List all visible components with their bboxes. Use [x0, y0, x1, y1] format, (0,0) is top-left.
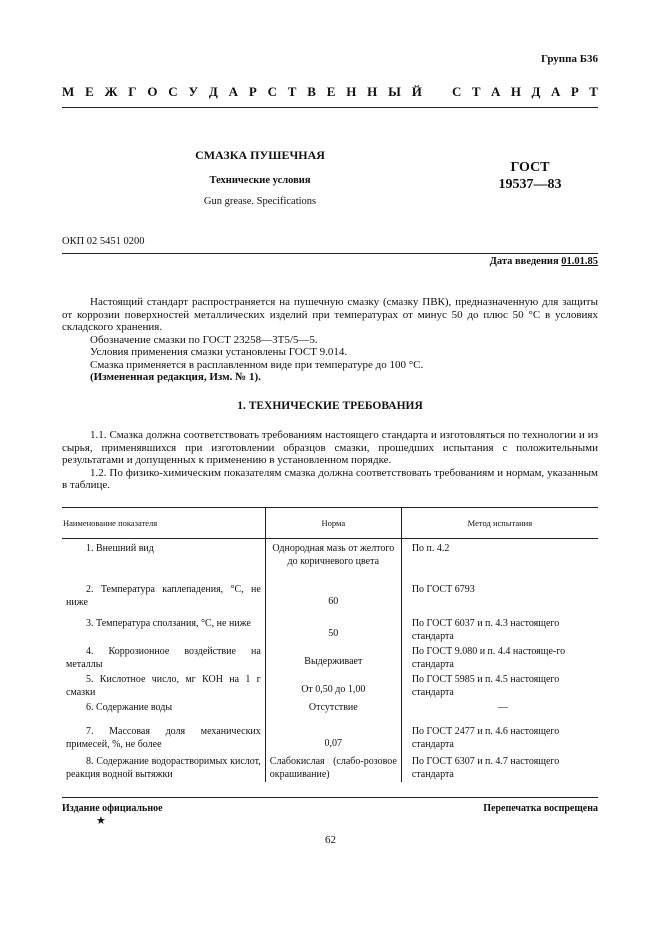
letter: А — [491, 84, 501, 99]
cell-norm: Выдерживает — [265, 644, 401, 672]
cell-norm: 50 — [265, 616, 401, 644]
letter: Й — [411, 84, 422, 99]
date-value: 01.01.85 — [561, 256, 598, 267]
cell-name: 1. Внешний вид — [86, 543, 154, 554]
cell-method: По п. 4.2 — [411, 543, 450, 554]
letter: Н — [367, 84, 378, 99]
english-title: Gun grease. Specifications — [203, 196, 317, 207]
letter: Д — [531, 84, 541, 99]
table-row — [62, 616, 598, 644]
cell-name: 5. Кислотное число, мг КОН на 1 г смазки — [66, 674, 261, 698]
cell-norm: От 0,50 до 1,00 — [265, 672, 401, 700]
cell-name: 7. Массовая доля механических примесей, %, не более — [66, 726, 261, 750]
letter: У — [188, 84, 199, 99]
clause-1-2: 1.2. По физико-химическим показателям смазка должна соответствовать требованиям и нормам, указанным в таблице. — [62, 466, 598, 491]
okp-rule — [62, 253, 598, 254]
letter: Ж — [104, 84, 118, 99]
letter: Е — [85, 84, 94, 99]
gost-designation — [470, 159, 590, 193]
cell-name: 8. Содержание водорастворимых кислот, реакция водной вытяжки — [66, 756, 261, 780]
cell-method: По ГОСТ 9.080 и п. 4.4 настояще-го стандарта — [411, 646, 566, 670]
letter: С — [452, 84, 462, 99]
letter: Н — [346, 84, 357, 99]
properties-table — [62, 507, 598, 782]
table-header-row — [62, 508, 598, 539]
cell-norm: Отсутствие — [265, 700, 401, 720]
letter: Т — [287, 84, 297, 99]
gost-number: 19537—83 — [498, 177, 562, 192]
letter: М — [62, 84, 75, 99]
cell-method: По ГОСТ 6037 и п. 4.3 настоящего стандарта — [411, 618, 560, 642]
standart-word — [452, 84, 598, 100]
cell-method: По ГОСТ 6307 и п. 4.7 настоящего стандарта — [411, 756, 560, 780]
table-row — [62, 672, 598, 700]
page-number: 62 — [325, 834, 336, 846]
cell-name: 6. Содержание воды — [86, 702, 173, 713]
table-row — [62, 576, 598, 616]
letter: С — [267, 84, 277, 99]
table-row — [62, 539, 598, 577]
letter: Р — [248, 84, 257, 99]
star-mark: ★ — [96, 815, 106, 827]
table-row — [62, 644, 598, 672]
cell-method: По ГОСТ 5985 и п. 4.5 настоящего стандарта — [411, 674, 560, 698]
letter: С — [168, 84, 178, 99]
group-code: Группа Б36 — [541, 53, 598, 65]
okp-code: ОКП 02 5451 0200 — [62, 236, 145, 247]
letter: В — [307, 84, 316, 99]
document-title: СМАЗКА ПУШЕЧНАЯ — [195, 148, 325, 162]
cell-method: — — [497, 702, 508, 713]
table-row — [62, 752, 598, 782]
intro-paragraph: Смазка применяется в расплавленном виде при температуре до 100 °С. — [90, 358, 424, 371]
letter: Т — [589, 84, 598, 99]
cell-norm: Слабокислая (слабо-розовое окрашивание) — [265, 752, 401, 782]
date-label: Дата введения — [489, 256, 559, 267]
document-subtitle: Технические условия — [209, 175, 311, 186]
letter: Н — [510, 84, 522, 99]
intro-paragraph: Настоящий стандарт распространяется на пушечную смазку (смазку ПВК), предназначенную для защиты от коррозии поверхностей металлических изделий при температурах от минус 50 до плюс 50 °С в условиях складского хранения. — [62, 296, 598, 333]
table-row — [62, 700, 598, 720]
column-header: Наименование показателя — [62, 508, 265, 539]
letter: А — [550, 84, 561, 99]
footer-rule — [62, 797, 598, 798]
gost-label: ГОСТ — [510, 160, 550, 175]
cell-name: 2. Температура каплепадения, °С, не ниже — [66, 584, 261, 608]
mezhgos-word — [62, 84, 422, 100]
introduction-date — [490, 256, 598, 267]
reprint-prohibited-note: Перепечатка воспрещена — [483, 803, 598, 814]
letter: Ы — [388, 84, 401, 99]
letter: Д — [208, 84, 218, 99]
column-header: Метод испытания — [401, 508, 598, 539]
column-header: Норма — [265, 508, 401, 539]
intro-paragraph: Обозначение смазки по ГОСТ 23258—3Т5/5—5. — [90, 333, 318, 346]
table-row — [62, 720, 598, 752]
cell-method: По ГОСТ 2477 и п. 4.6 настоящего стандарта — [411, 726, 560, 750]
amendment-note: (Измененная редакция, Изм. № 1). — [90, 371, 261, 383]
letter: Г — [128, 84, 137, 99]
section-text — [62, 429, 598, 492]
letter: Т — [471, 84, 481, 99]
letter: Е — [326, 84, 336, 99]
official-edition-note: Издание официальное — [62, 803, 163, 814]
intro-paragraph: Условия применения смазки установлены ГОСТ 9.014. — [90, 346, 348, 358]
cell-name: 3. Температура сползания, °С, не ниже — [86, 618, 251, 629]
cell-norm: Однородная мазь от желтого до коричневого цвета — [265, 539, 401, 577]
cell-method: По ГОСТ 6793 — [411, 584, 475, 595]
section-heading: 1. ТЕХНИЧЕСКИЕ ТРЕБОВАНИЯ — [237, 400, 423, 412]
intro-text — [62, 296, 598, 384]
letter: А — [228, 84, 238, 99]
letter: О — [147, 84, 158, 99]
clause-1-1: 1.1. Смазка должна соответствовать требованиям настоящего стандарта и изготовляться по технологии и из сырья, применявшихся при изготовлении образцов смазки, прошедших испытания с положительными результатами и допущенных к применению в установленном порядке. — [62, 429, 598, 466]
cell-norm: 60 — [265, 576, 401, 616]
header-rule — [62, 107, 598, 108]
standard-type-heading — [62, 84, 598, 100]
cell-norm: 0,07 — [265, 720, 401, 752]
cell-name: 4. Коррозионное воздействие на металлы — [66, 646, 261, 670]
letter: Р — [570, 84, 579, 99]
